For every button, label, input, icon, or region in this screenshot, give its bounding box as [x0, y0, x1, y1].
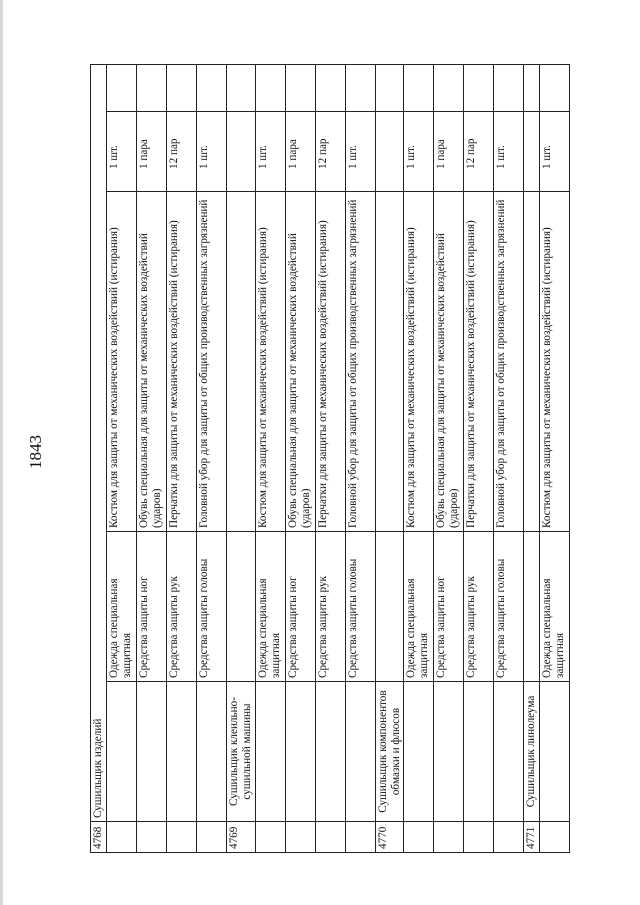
- ppe-norm: 1 шт.: [345, 112, 375, 192]
- empty-cell: [524, 532, 540, 682]
- empty-cell: [166, 682, 196, 822]
- profession-name: Сушильщик изделий: [91, 65, 107, 822]
- empty-cell: [285, 65, 315, 112]
- table-row: [315, 65, 345, 853]
- empty-cell: [106, 65, 136, 112]
- ppe-type: Средства защиты рук: [315, 532, 345, 682]
- ppe-item: Перчатки для защиты от механических воздействий (истирания): [315, 192, 345, 532]
- ppe-type: Средства защиты головы: [196, 532, 226, 682]
- table-row: [106, 65, 136, 853]
- empty-cell: [345, 822, 375, 853]
- empty-cell: [315, 822, 345, 853]
- empty-cell: [434, 822, 464, 853]
- ppe-norms-table: [90, 64, 570, 853]
- ppe-type: Одежда специальная защитная: [106, 532, 136, 682]
- empty-cell: [464, 822, 494, 853]
- row-number: 4768: [91, 822, 107, 853]
- ppe-type: Средства защиты рук: [464, 532, 494, 682]
- empty-cell: [404, 65, 434, 112]
- empty-cell: [345, 682, 375, 822]
- empty-cell: [106, 822, 136, 853]
- empty-cell: [524, 112, 540, 192]
- empty-cell: [196, 65, 226, 112]
- empty-cell: [136, 682, 166, 822]
- ppe-type: Средства защиты рук: [166, 532, 196, 682]
- row-number: 4769: [226, 822, 255, 853]
- table-row: [464, 65, 494, 853]
- ppe-norm: 1 пара: [434, 112, 464, 192]
- empty-cell: [540, 822, 570, 853]
- empty-cell: [345, 65, 375, 112]
- table-row: [494, 65, 524, 853]
- empty-cell: [255, 822, 285, 853]
- page-number: 1843: [26, 435, 45, 469]
- empty-cell: [434, 682, 464, 822]
- ppe-item: Перчатки для защиты от механических воздействий (истирания): [464, 192, 494, 532]
- empty-cell: [226, 65, 255, 112]
- table-row: [434, 65, 464, 853]
- table-row: [255, 65, 285, 853]
- empty-cell: [136, 65, 166, 112]
- empty-cell: [196, 682, 226, 822]
- ppe-item: Костюм для защиты от механических воздействий (истирания): [540, 192, 570, 532]
- ppe-item: Костюм для защиты от механических воздействий (истирания): [404, 192, 434, 532]
- empty-cell: [464, 682, 494, 822]
- ppe-item: Головной убор для защиты от общих производственных загрязнений: [345, 192, 375, 532]
- empty-cell: [464, 65, 494, 112]
- ppe-norm: 12 пар: [464, 112, 494, 192]
- ppe-item: Костюм для защиты от механических воздействий (истирания): [106, 192, 136, 532]
- ppe-norm: 1 шт.: [540, 112, 570, 192]
- ppe-norm: 1 шт.: [196, 112, 226, 192]
- ppe-type: Средства защиты ног: [434, 532, 464, 682]
- row-number: 4771: [524, 822, 540, 853]
- empty-cell: [255, 65, 285, 112]
- empty-cell: [404, 682, 434, 822]
- empty-cell: [375, 112, 404, 192]
- empty-cell: [196, 822, 226, 853]
- empty-cell: [106, 682, 136, 822]
- ppe-item: Костюм для защиты от механических воздействий (истирания): [255, 192, 285, 532]
- ppe-norm: 1 шт.: [255, 112, 285, 192]
- table-row: [404, 65, 434, 853]
- ppe-item: Обувь специальная для защиты от механических воздействий (ударов): [136, 192, 166, 532]
- empty-cell: [404, 822, 434, 853]
- empty-cell: [494, 682, 524, 822]
- empty-cell: [136, 822, 166, 853]
- table-row: [91, 65, 107, 853]
- empty-cell: [226, 532, 255, 682]
- empty-cell: [524, 192, 540, 532]
- profession-name: Сушильщик линолеума: [524, 682, 540, 822]
- table-row: [375, 65, 404, 853]
- empty-cell: [375, 65, 404, 112]
- empty-cell: [494, 65, 524, 112]
- empty-cell: [255, 682, 285, 822]
- ppe-norm: 1 пара: [285, 112, 315, 192]
- empty-cell: [524, 65, 540, 112]
- empty-cell: [226, 112, 255, 192]
- ppe-norm: 1 пара: [136, 112, 166, 192]
- ppe-type: Одежда специальная защитная: [404, 532, 434, 682]
- ppe-item: Обувь специальная для защиты от механических воздействий (ударов): [434, 192, 464, 532]
- ppe-item: Головной убор для защиты от общих производственных загрязнений: [196, 192, 226, 532]
- ppe-norm: 1 шт.: [404, 112, 434, 192]
- ppe-item: Головной убор для защиты от общих производственных загрязнений: [494, 192, 524, 532]
- empty-cell: [540, 682, 570, 822]
- empty-cell: [375, 192, 404, 532]
- empty-cell: [226, 192, 255, 532]
- table-row: [136, 65, 166, 853]
- empty-cell: [375, 532, 404, 682]
- ppe-type: Средства защиты ног: [285, 532, 315, 682]
- empty-cell: [315, 682, 345, 822]
- empty-cell: [285, 822, 315, 853]
- table-row: [166, 65, 196, 853]
- empty-cell: [494, 822, 524, 853]
- empty-cell: [540, 65, 570, 112]
- table-row: [226, 65, 255, 853]
- ppe-type: Одежда специальная защитная: [255, 532, 285, 682]
- ppe-item: Обувь специальная для защиты от механических воздействий (ударов): [285, 192, 315, 532]
- table-row: [345, 65, 375, 853]
- table-container: [90, 65, 570, 853]
- ppe-norm: 1 шт.: [494, 112, 524, 192]
- ppe-norm: 12 пар: [166, 112, 196, 192]
- empty-cell: [166, 65, 196, 112]
- ppe-type: Одежда специальная защитная: [540, 532, 570, 682]
- ppe-type: Средства защиты ног: [136, 532, 166, 682]
- ppe-type: Средства защиты головы: [345, 532, 375, 682]
- empty-cell: [434, 65, 464, 112]
- profession-name: Сушильщик клеильно-сушильной машины: [226, 682, 255, 822]
- scan-edge: [0, 0, 3, 905]
- ppe-type: Средства защиты головы: [494, 532, 524, 682]
- row-number: 4770: [375, 822, 404, 853]
- empty-cell: [285, 682, 315, 822]
- profession-name: Сушильщик компонентов обмазки и флюсов: [375, 682, 404, 822]
- empty-cell: [166, 822, 196, 853]
- table-row: [524, 65, 540, 853]
- ppe-norm: 1 шт.: [106, 112, 136, 192]
- table-row: [196, 65, 226, 853]
- empty-cell: [315, 65, 345, 112]
- table-row: [285, 65, 315, 853]
- ppe-norm: 12 пар: [315, 112, 345, 192]
- table-row: [540, 65, 570, 853]
- ppe-item: Перчатки для защиты от механических воздействий (истирания): [166, 192, 196, 532]
